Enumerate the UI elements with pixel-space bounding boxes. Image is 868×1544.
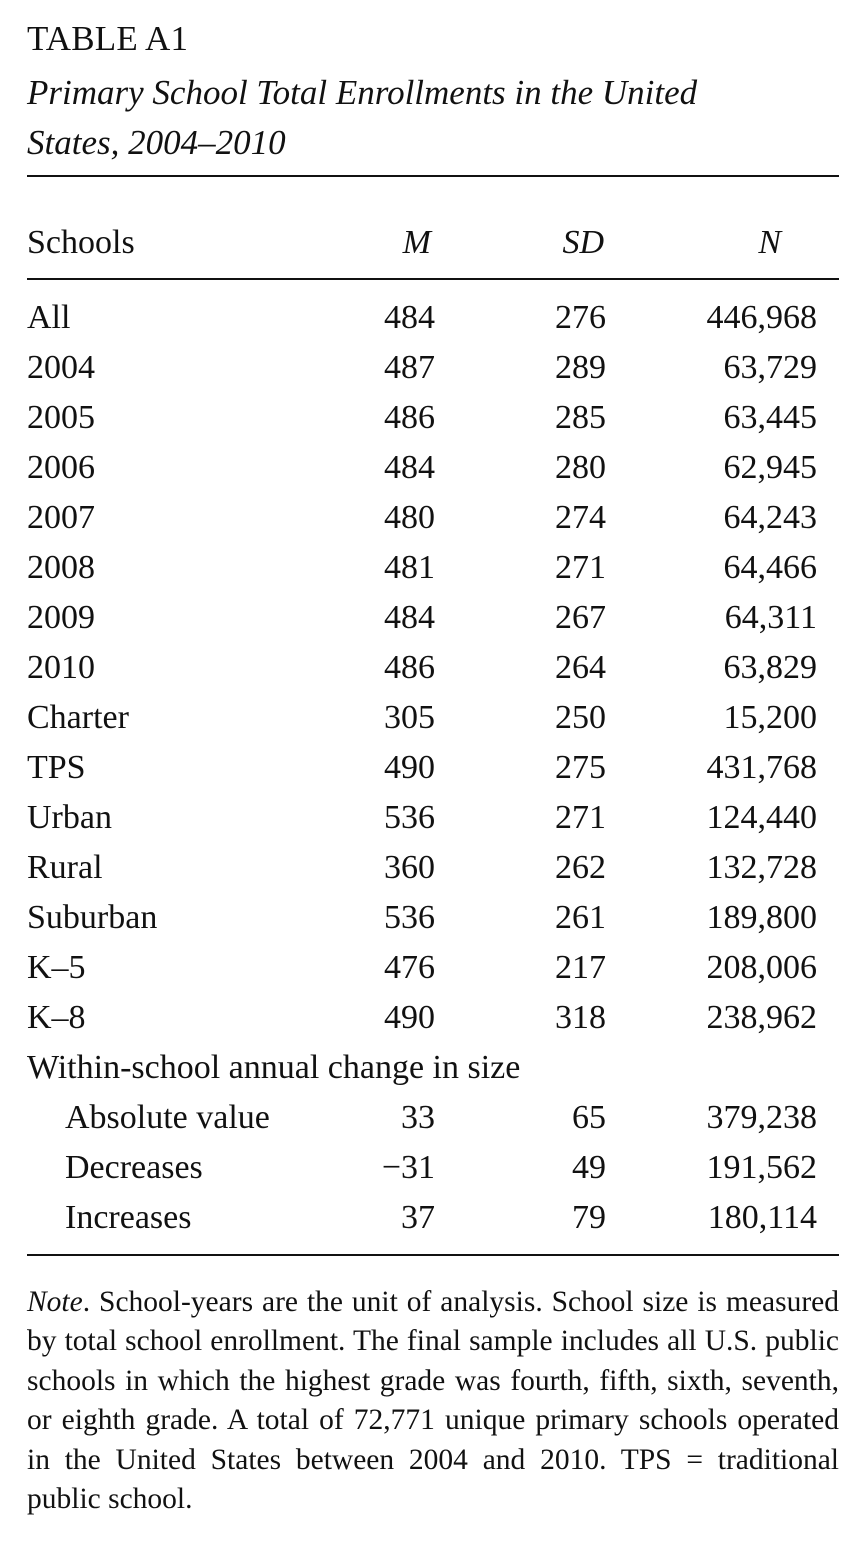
row-label: 2005 xyxy=(27,399,95,436)
row-sd: 262 xyxy=(555,849,606,886)
table-row xyxy=(27,993,839,1043)
header-schools: Schools xyxy=(27,224,135,261)
row-label: All xyxy=(27,299,71,336)
row-sd: 280 xyxy=(555,449,606,486)
row-mean: 33 xyxy=(401,1099,435,1136)
row-n: 63,729 xyxy=(723,349,817,386)
table-row xyxy=(27,343,839,393)
row-n: 124,440 xyxy=(706,799,817,836)
row-mean: 484 xyxy=(384,599,435,636)
row-sd: 285 xyxy=(555,399,606,436)
row-sd: 289 xyxy=(555,349,606,386)
note-label: Note xyxy=(27,1286,83,1318)
row-n: 238,962 xyxy=(706,999,817,1036)
row-n: 191,562 xyxy=(706,1149,817,1186)
row-label: Within-school annual change in size xyxy=(27,1049,521,1086)
row-mean: 490 xyxy=(384,749,435,786)
row-mean: 486 xyxy=(384,399,435,436)
row-label: Suburban xyxy=(27,899,158,936)
header-n: N xyxy=(758,224,781,261)
row-sd: 65 xyxy=(572,1099,606,1136)
row-n: 132,728 xyxy=(706,849,817,886)
row-mean: 536 xyxy=(384,799,435,836)
header-sd: SD xyxy=(562,224,604,261)
table-row xyxy=(27,743,839,793)
row-mean: 305 xyxy=(384,699,435,736)
row-label: TPS xyxy=(27,749,86,786)
table-caption xyxy=(27,68,827,168)
row-label: Increases xyxy=(65,1199,192,1236)
row-sd: 271 xyxy=(555,549,606,586)
row-n: 64,466 xyxy=(723,549,817,586)
row-n: 64,243 xyxy=(723,499,817,536)
row-mean: 484 xyxy=(384,299,435,336)
table-row xyxy=(27,1093,839,1143)
row-mean: 487 xyxy=(384,349,435,386)
bottom-rule xyxy=(27,1254,839,1256)
note-text: . School-years are the unit of analysis. School size is measured by total school enrollment. The final sample includes all U.S. public schools in which the highest grade was fourth, fifth, sixth, seventh, or eighth grade. A total of 72,771 unique primary schools operated in the United States between 2004 and 2010. TPS = traditional public school. xyxy=(27,1286,839,1516)
row-n: 379,238 xyxy=(706,1099,817,1136)
row-mean: 536 xyxy=(384,899,435,936)
table-row xyxy=(27,1143,839,1193)
row-sd: 250 xyxy=(555,699,606,736)
row-n: 189,800 xyxy=(706,899,817,936)
header-mean: M xyxy=(402,224,431,261)
row-sd: 264 xyxy=(555,649,606,686)
table-note xyxy=(27,1283,839,1519)
row-label: 2008 xyxy=(27,549,95,586)
row-sd: 276 xyxy=(555,299,606,336)
row-label: Rural xyxy=(27,849,103,886)
row-label: Urban xyxy=(27,799,112,836)
row-sd: 261 xyxy=(555,899,606,936)
row-n: 15,200 xyxy=(723,699,817,736)
row-sd: 271 xyxy=(555,799,606,836)
caption-line-1: Primary School Total Enrollments in the United xyxy=(27,73,698,112)
caption-line-2: States, 2004–2010 xyxy=(27,123,286,162)
row-sd: 79 xyxy=(572,1199,606,1236)
row-label: 2006 xyxy=(27,449,95,486)
row-mean: 486 xyxy=(384,649,435,686)
row-sd: 275 xyxy=(555,749,606,786)
row-sd: 217 xyxy=(555,949,606,986)
row-label: K–5 xyxy=(27,949,86,986)
table-row xyxy=(27,593,839,643)
row-n: 64,311 xyxy=(724,599,817,636)
table-row xyxy=(27,943,839,993)
row-n: 431,768 xyxy=(706,749,817,786)
table-label: TABLE A1 xyxy=(27,19,189,58)
row-label: 2010 xyxy=(27,649,95,686)
row-mean: 37 xyxy=(401,1199,435,1236)
table-header-row xyxy=(27,218,839,268)
row-n: 62,945 xyxy=(723,449,817,486)
table-row xyxy=(27,793,839,843)
row-mean: 490 xyxy=(384,999,435,1036)
table-row xyxy=(27,693,839,743)
row-label: Charter xyxy=(27,699,129,736)
table-row xyxy=(27,643,839,693)
table-row xyxy=(27,543,839,593)
table-row xyxy=(27,393,839,443)
table-row xyxy=(27,893,839,943)
row-sd: 318 xyxy=(555,999,606,1036)
row-label: 2007 xyxy=(27,499,95,536)
row-n: 208,006 xyxy=(706,949,817,986)
row-n: 180,114 xyxy=(707,1199,817,1236)
table-row xyxy=(27,293,839,343)
row-label: 2009 xyxy=(27,599,95,636)
header-rule xyxy=(27,278,839,280)
top-rule xyxy=(27,175,839,177)
table-row xyxy=(27,1043,839,1093)
table-row xyxy=(27,443,839,493)
row-mean: 476 xyxy=(384,949,435,986)
row-sd: 274 xyxy=(555,499,606,536)
row-mean: 481 xyxy=(384,549,435,586)
row-label: Decreases xyxy=(65,1149,203,1186)
row-mean: −31 xyxy=(381,1149,435,1186)
row-n: 63,829 xyxy=(723,649,817,686)
table-row xyxy=(27,1193,839,1243)
row-label: 2004 xyxy=(27,349,95,386)
row-label: Absolute value xyxy=(65,1099,270,1136)
row-label: K–8 xyxy=(27,999,86,1036)
row-n: 63,445 xyxy=(723,399,817,436)
row-sd: 49 xyxy=(572,1149,606,1186)
row-mean: 360 xyxy=(384,849,435,886)
row-sd: 267 xyxy=(555,599,606,636)
table-row xyxy=(27,493,839,543)
table-row xyxy=(27,843,839,893)
row-mean: 484 xyxy=(384,449,435,486)
row-mean: 480 xyxy=(384,499,435,536)
row-n: 446,968 xyxy=(706,299,817,336)
